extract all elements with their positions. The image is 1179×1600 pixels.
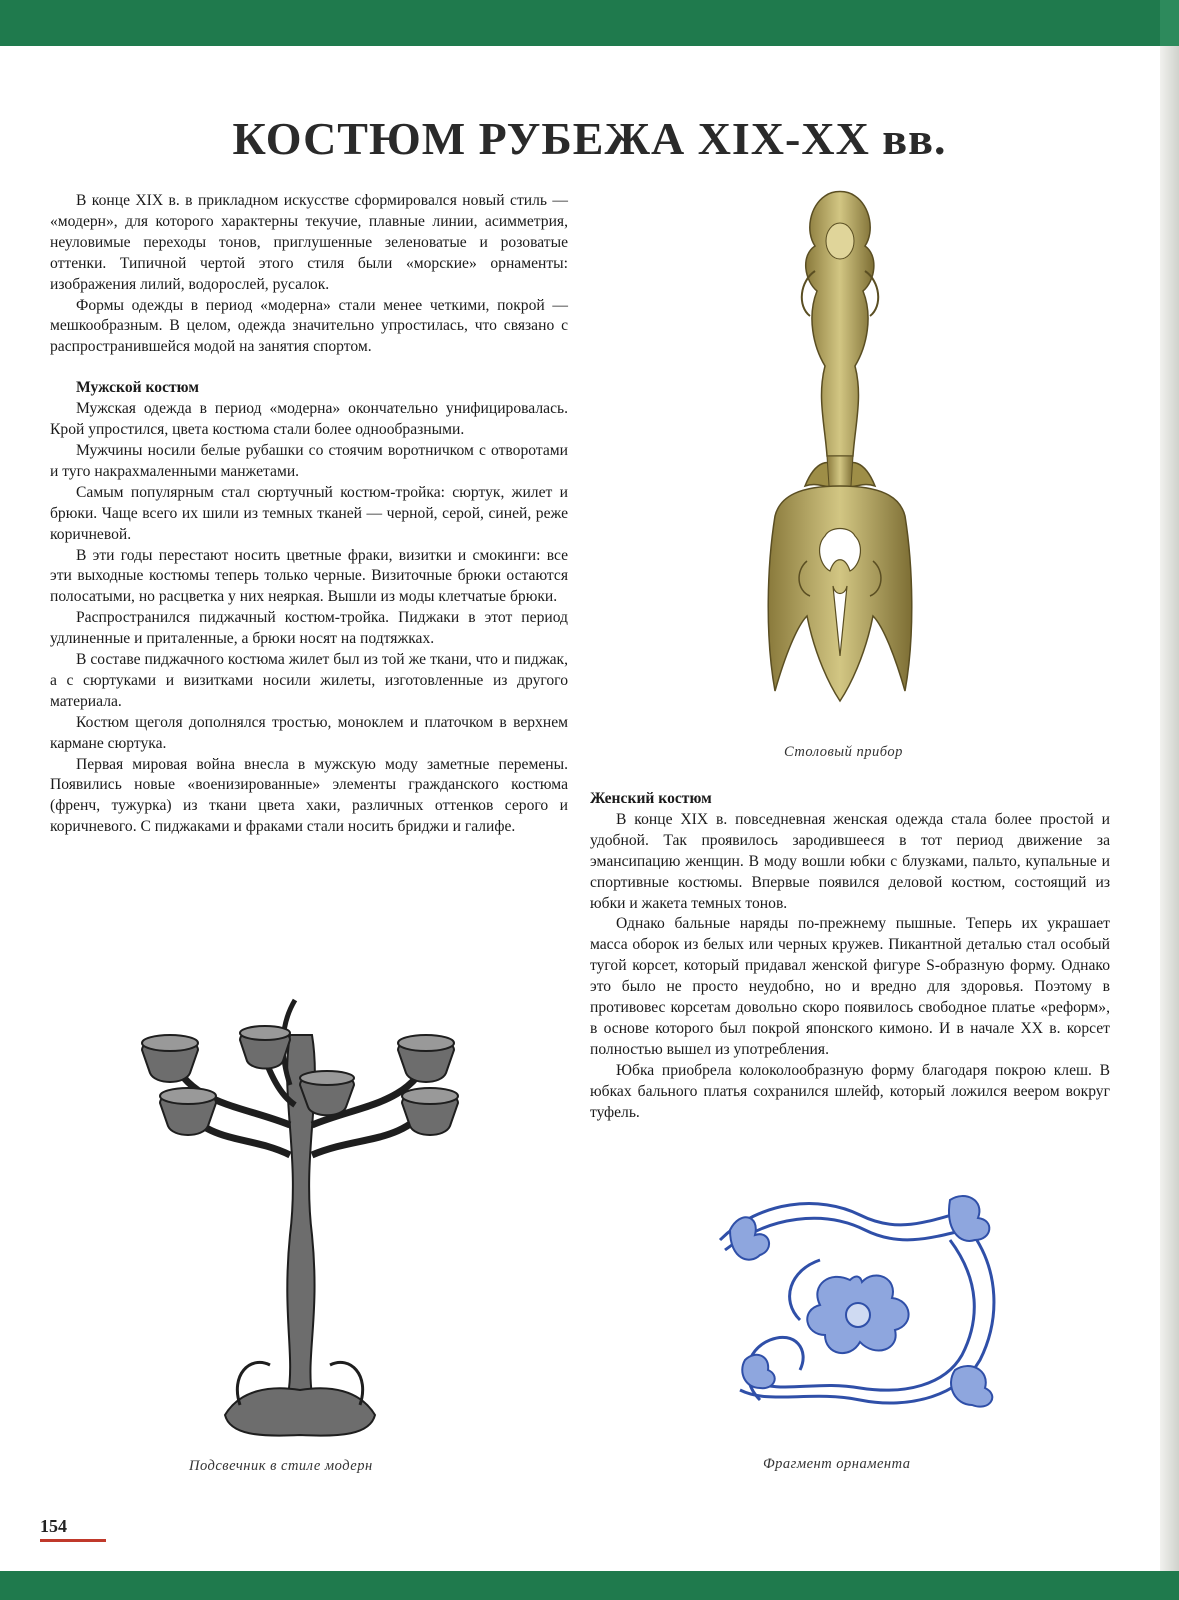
page-title: КОСТЮМ РУБЕЖА XIX-XX вв. [232,113,947,164]
ornament-illustration [700,1190,1005,1415]
paragraph: Формы одежды в период «модерна» стали менее четкими, покрой — мешкообразным. В целом, одежда значительно упростилась, что связано с распространившейся модой на занятия спортом. [50,296,568,356]
paragraph: Первая мировая война внесла в мужскую моду заметные перемены. Появились новые «военизированные» элементы гражданского костюма (френч, тужурка) из ткани цвета хаки, различных оттенков серого и коричневого. С пиджаками и фраками стали носить бриджи и галифе. [50,755,568,836]
mens-costume-heading: Мужской костюм [76,379,199,397]
right-column [590,789,1110,1124]
bottom-green-band [0,1571,1179,1600]
fork-caption: Столовый прибор [784,744,903,760]
paragraph: Костюм щеголя дополнялся тростью, моноклем и платочком в верхнем кармане сюртука. [50,713,568,752]
top-green-band [0,0,1179,46]
page-number-rule [40,1539,106,1542]
paragraph: Мужчины носили белые рубашки со стоячим воротничком с отворотами и туго накрахмаленными манжетами. [50,441,568,480]
left-column [50,191,568,838]
womens-costume-heading: Женский костюм [590,790,712,807]
paragraph: В конце XIX в. повседневная женская одежда стала более простой и удобной. Так проявилось зародившееся в тот период движение за эмансипацию женщин. В моду вошли юбки с блузками, пальто, купальные и спортивные костюмы. Впервые появился деловой костюм, состоящий из юбки и жакета темных тонов. [590,810,1110,912]
paragraph: Самым популярным стал сюртучный костюм-тройка: сюртук, жилет и брюки. Чаще всего их шили из темных тканей — черной, серой, синей, реже коричневой. [50,483,568,543]
paragraph: Юбка приобрела колоколообразную форму благодаря покрою клеш. В юбках бального платья сохранился шлейф, который ложился веером вокруг туфель. [590,1061,1110,1121]
top-band-edge [1160,0,1179,46]
page-edge [1160,0,1179,1600]
paragraph: В составе пиджачного костюма жилет был из той же ткани, что и пиджак, а с сюртуками и визитками носили жилеты, изготовленные из другого материала. [50,651,568,710]
fork-illustration [755,186,925,716]
paragraph: В конце XIX в. в прикладном искусстве сформировался новый стиль — «модерн», для которого характерны текучие, плавные линии, асимметрия, неуловимые переходы тонов, приглушенные зеленоватые и розоватые оттенки. Типичной чертой этого стиля были «морские» орнаменты: изображения лилий, водорослей, русалок. [50,192,568,293]
page-number: 154 [40,1516,67,1536]
candelabra-illustration [130,995,480,1440]
ornament-caption: Фрагмент орнамента [763,1456,911,1472]
paragraph: В эти годы перестают носить цветные фраки, визитки и смокинги: все эти выходные костюмы теперь только черные. Визиточные брюки остаются полосатыми, но расцветка у них неяркая. Вышли из моды клетчатые брюки. [50,546,568,606]
paragraph: Мужская одежда в период «модерна» окончательно унифицировалась. Крой упростился, цвета костюма стали более однообразными. [50,400,568,439]
paragraph: Однако бальные наряды по-прежнему пышные. Теперь их украшает масса оборок из белых или черных кружев. Пикантной деталью стал особый тугой корсет, который придавал женской фигуре S-образную форму. Однако это было не просто неудобно, но и вредно для здоровья. Поэтому в противовес корсетам довольно скоро появилось свободное платье «реформ», в основе которого был покрой японского кимоно. И в начале XX в. корсет полностью вышел из употребления. [590,915,1110,1058]
candelabra-caption: Подсвечник в стиле модерн [189,1458,373,1474]
paragraph: Распространился пиджачный костюм-тройка. Пиджаки в этот период удлиненные и приталенные, а брюки носят на подтяжках. [50,609,568,648]
